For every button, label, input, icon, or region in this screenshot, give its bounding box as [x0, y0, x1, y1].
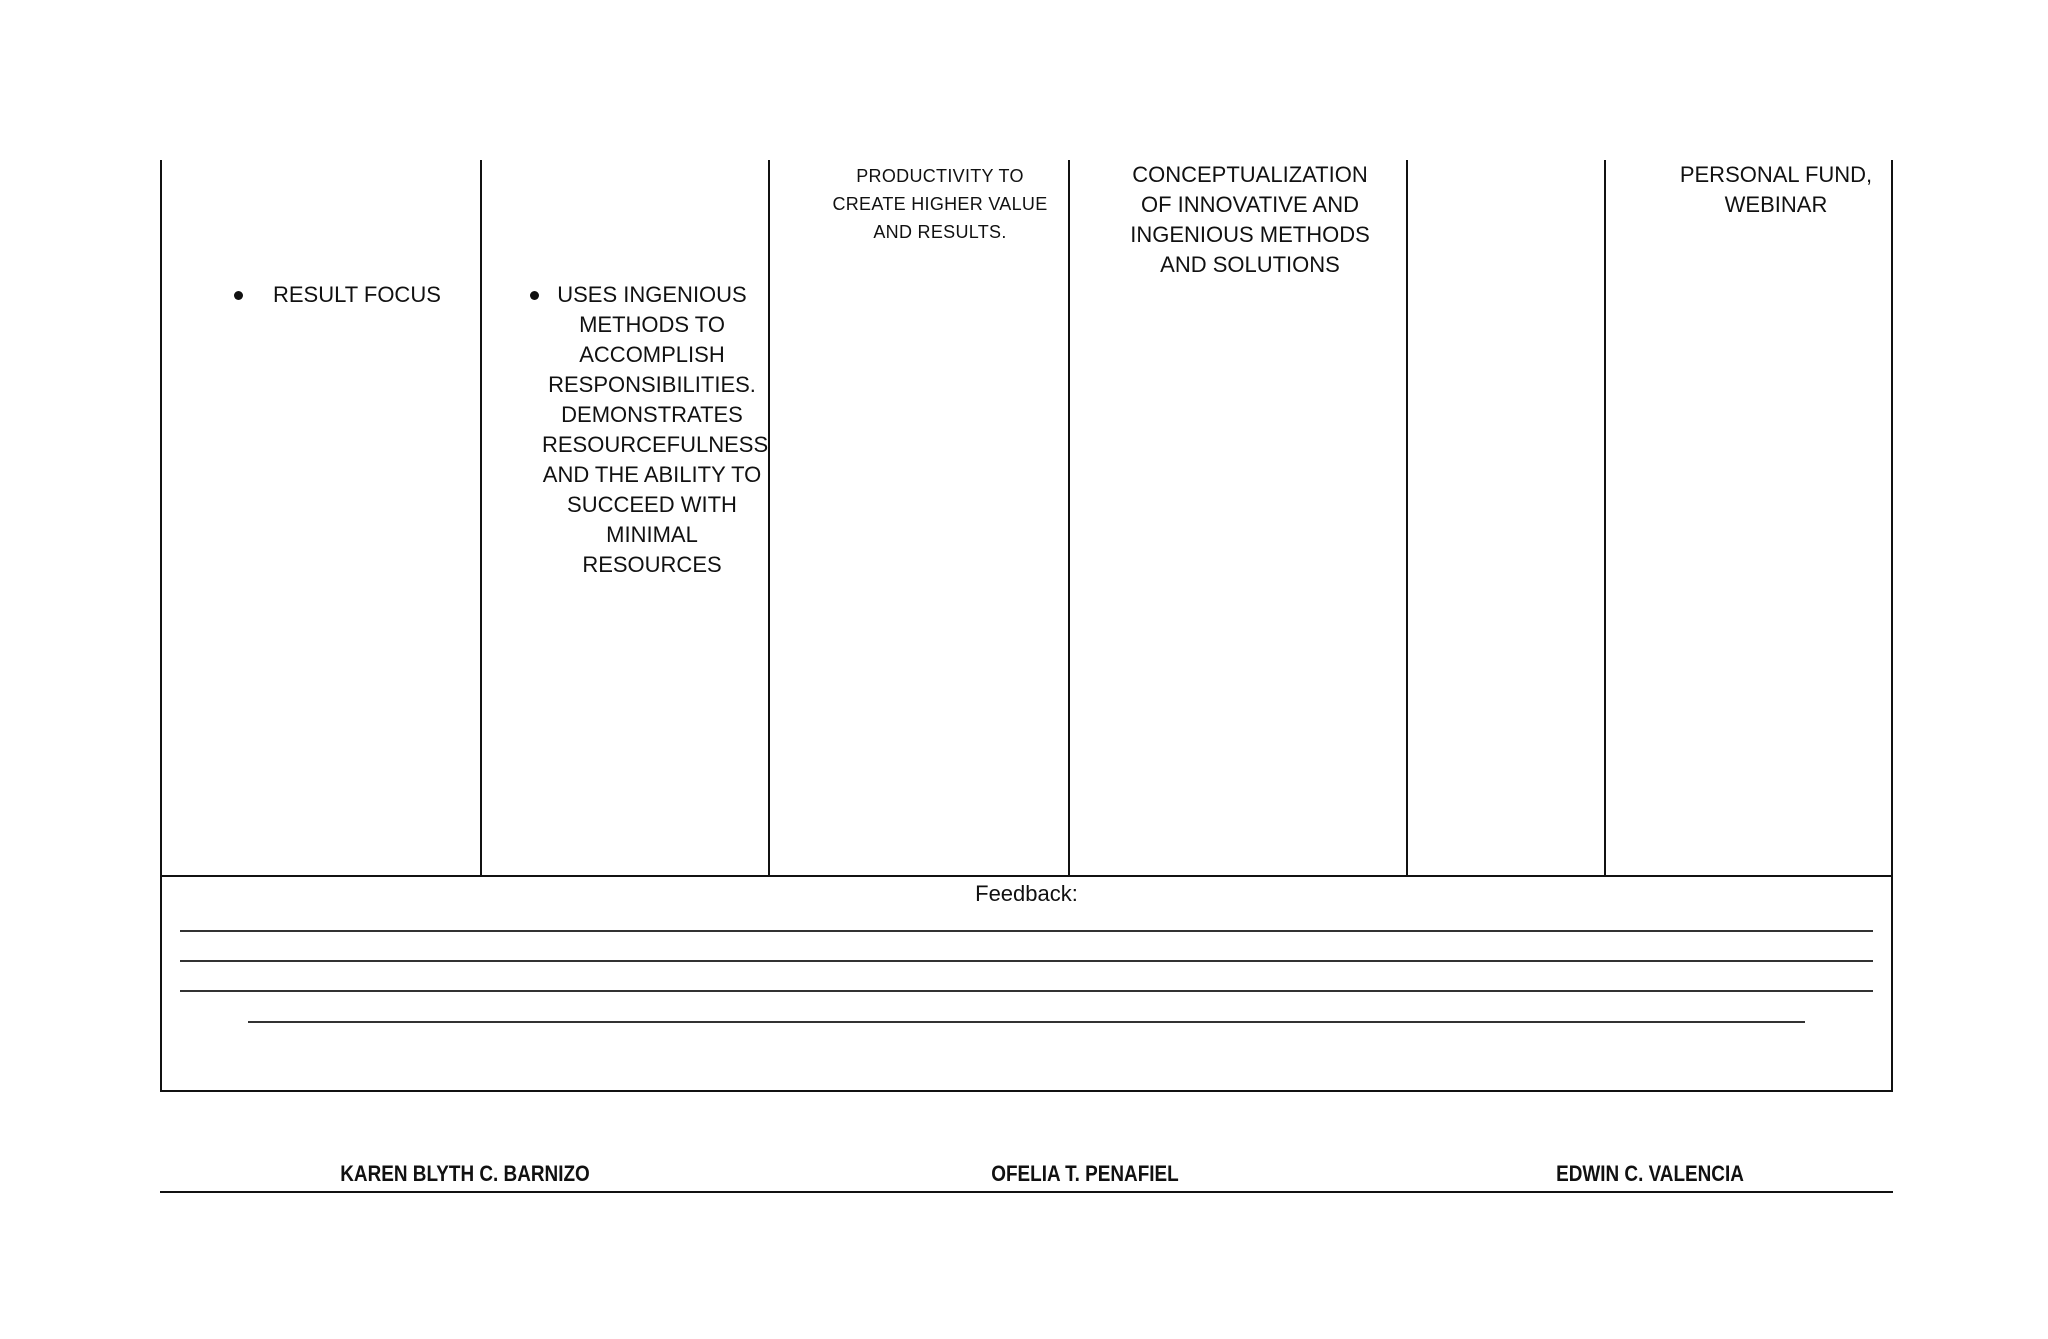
- competency-table: [160, 160, 1893, 877]
- outcome-text: CONCEPTUALIZATION OF INNOVATIVE AND INGENIOUS METHODS AND SOLUTIONS: [1130, 162, 1370, 277]
- table-cell-competency: [162, 160, 482, 875]
- feedback-box: [160, 875, 1893, 1092]
- competency-text: RESULT FOCUS: [273, 282, 441, 307]
- feedback-line: [180, 960, 1873, 962]
- table-cell-behavioral-indicator: [482, 160, 770, 875]
- resources-text: PERSONAL FUND, WEBINAR: [1679, 162, 1873, 217]
- bullet-item: [234, 280, 441, 310]
- table-cell-empty: [1408, 160, 1606, 875]
- feedback-line: [180, 930, 1873, 932]
- objective-text: PRODUCTIVITY TO CREATE HIGHER VALUE AND RESULTS.: [832, 166, 1048, 242]
- feedback-line: [248, 1021, 1805, 1023]
- table-cell-resources: [1606, 160, 1893, 875]
- signatory-name-first: KAREN BLYTH C. BARNIZO: [340, 1161, 590, 1186]
- signatory-name-third: EDWIN C. VALENCIA: [1556, 1161, 1744, 1186]
- bullet-icon: [234, 291, 243, 300]
- signature-line: [160, 1191, 1893, 1193]
- signatory-name-second: OFELIA T. PENAFIEL: [991, 1161, 1179, 1186]
- feedback-label: Feedback:: [975, 881, 1078, 906]
- table-cell-outcome: [1070, 160, 1408, 875]
- table-cell-objective: [770, 160, 1070, 875]
- bullet-icon: [530, 291, 539, 300]
- feedback-line: [180, 990, 1873, 992]
- indicator-text: USES INGENIOUS METHODS TO ACCOMPLISH RESPONSIBILITIES. DEMONSTRATES RESOURCEFULNESS AND THE ABILITY TO SUCCEED WITH MINIMAL RESOURCES: [542, 282, 769, 577]
